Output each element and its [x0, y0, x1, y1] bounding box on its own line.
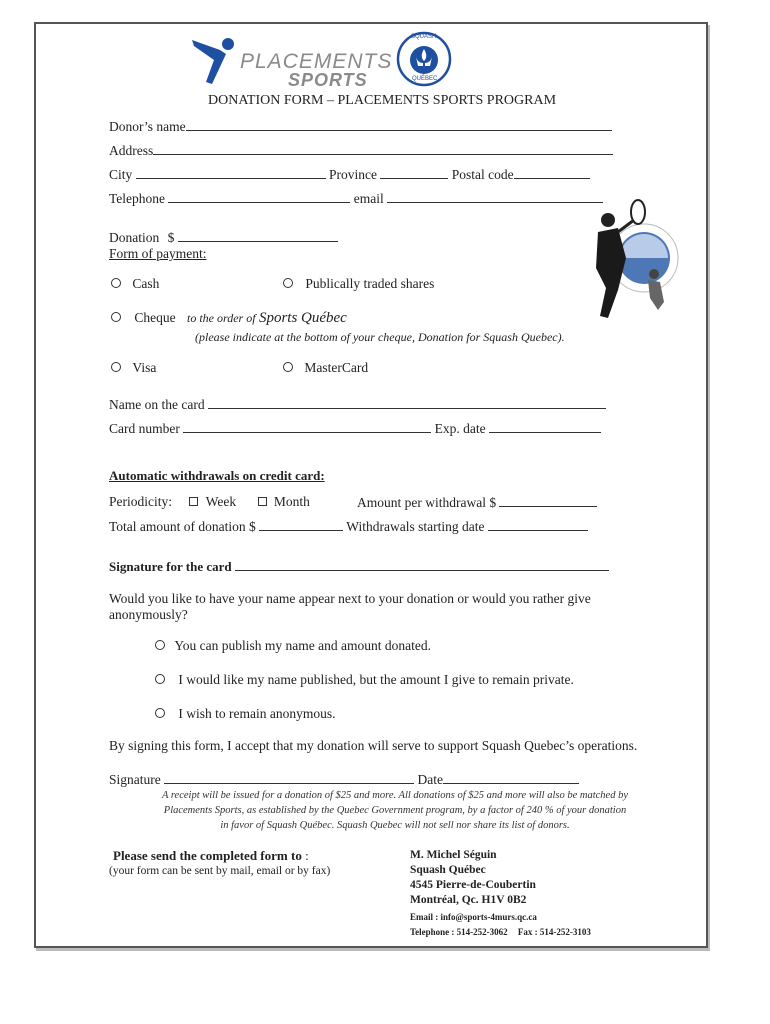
shares-radio[interactable]: [283, 278, 293, 288]
cheque-radio[interactable]: [111, 312, 121, 322]
cheque-option[interactable]: [111, 310, 347, 327]
address-field[interactable]: [153, 142, 613, 155]
week-checkbox[interactable]: [189, 497, 198, 506]
logo-line-1: PLACEMENTS: [240, 50, 393, 73]
city-field[interactable]: [136, 166, 326, 179]
withdrawals-heading: Automatic withdrawals on credit card:: [109, 468, 325, 483]
donor-name-label: Donor’s name: [109, 119, 186, 134]
shares-label: Publically traded shares: [305, 276, 435, 291]
cheque-payee: Sports Québec: [258, 310, 347, 326]
city-row: [109, 166, 590, 183]
publication-question: Would you like to have your name appear next to your donation or would you rather give anonymously?: [109, 591, 591, 622]
donor-name-row: [109, 118, 612, 135]
postal-code-label: Postal code: [451, 167, 514, 182]
telephone-field[interactable]: [168, 190, 350, 203]
receipt-note: [130, 788, 660, 833]
mastercard-radio[interactable]: [283, 362, 293, 372]
runner-logo-icon: [190, 36, 238, 88]
badge-bottom-text: QUÉBEC: [412, 76, 438, 82]
month-checkbox[interactable]: [258, 497, 267, 506]
publish-option-3-label: I wish to remain anonymous.: [178, 706, 336, 721]
donation-label: Donation: [109, 230, 160, 245]
total-amount-field[interactable]: [259, 518, 343, 531]
cash-option[interactable]: [111, 276, 159, 292]
exp-date-field[interactable]: [489, 420, 601, 433]
send-heading: [113, 848, 309, 864]
amount-per-withdrawal-row: [357, 494, 597, 511]
publish-radio-2[interactable]: [155, 674, 165, 684]
amount-per-withdrawal-field[interactable]: [499, 494, 597, 507]
card-number-label: Card number: [109, 421, 180, 436]
telephone-label: Telephone: [109, 191, 166, 206]
address-email[interactable]: Email : info@sports-4murs.qc.ca: [410, 912, 537, 922]
province-field[interactable]: [380, 166, 448, 179]
card-number-field[interactable]: [183, 420, 431, 433]
address-block: [410, 848, 591, 940]
send-heading-text: Please send the completed form to: [113, 848, 302, 863]
starting-date-label: Withdrawals starting date: [346, 519, 485, 534]
amount-per-withdrawal-label: Amount per withdrawal $: [357, 495, 497, 510]
publish-option-2-label: I would like my name published, but the amount I give to remain private.: [178, 672, 574, 687]
card-signature-label: Signature for the card: [109, 559, 232, 574]
mastercard-option[interactable]: [283, 360, 368, 376]
card-number-row: [109, 420, 601, 437]
name-on-card-field[interactable]: [208, 396, 606, 409]
name-on-card-label: Name on the card: [109, 397, 205, 412]
name-on-card-row: [109, 396, 606, 413]
form-title: DONATION FORM – PLACEMENTS SPORTS PROGRAM: [208, 93, 557, 108]
cheque-to-order: to the order of: [187, 311, 256, 325]
cash-radio[interactable]: [111, 278, 121, 288]
address-city: Montréal, Qc. H1V 0B2: [410, 894, 527, 906]
province-label: Province: [329, 167, 378, 182]
card-signature-field[interactable]: [235, 558, 609, 571]
send-heading-colon: :: [305, 848, 309, 863]
logo-line-2: SPORTS: [288, 70, 368, 90]
publish-option-3[interactable]: [155, 706, 335, 722]
email-field[interactable]: [387, 190, 603, 203]
address-row: [109, 142, 613, 159]
signature-field[interactable]: [164, 771, 414, 784]
date-label: Date: [417, 772, 443, 787]
publish-radio-1[interactable]: [155, 640, 165, 650]
squash-players-illustration-icon: [578, 198, 680, 328]
donor-name-field[interactable]: [186, 118, 612, 131]
starting-date-field[interactable]: [488, 518, 588, 531]
periodicity-label: Periodicity:: [109, 494, 172, 509]
address-fax: Fax : 514-252-3103: [517, 927, 591, 937]
consent-statement: By signing this form, I accept that my donation will serve to support Squash Quebec’s operations.: [109, 738, 638, 753]
cheque-note: (please indicate at the bottom of your cheque, Donation for Squash Quebec).: [195, 330, 565, 344]
donation-row: [109, 229, 338, 246]
address-phone-fax: [410, 925, 591, 940]
visa-label: Visa: [132, 360, 157, 375]
badge-top-text: SQUASH: [411, 34, 437, 40]
receipt-note-line-1: A receipt will be issued for a donation of $25 and more. All donations of $25 and more will also be matched by: [162, 790, 628, 801]
address-name: M. Michel Séguin: [410, 849, 497, 861]
telephone-row: [109, 190, 603, 207]
signature-row: [109, 771, 579, 788]
publish-option-1-label: You can publish my name and amount donated.: [174, 638, 431, 653]
address-org: Squash Québec: [410, 864, 486, 876]
donation-currency: $: [167, 230, 175, 245]
exp-date-label: Exp. date: [434, 421, 486, 436]
month-label: Month: [273, 494, 310, 509]
email-label: email: [353, 191, 384, 206]
payment-heading: Form of payment:: [109, 246, 207, 261]
publish-option-2[interactable]: [155, 672, 574, 688]
total-amount-label: Total amount of donation $: [109, 519, 256, 534]
receipt-note-line-2: Placements Sports, as established by the Quebec Government program, by a factor of 240 % of your donation: [163, 805, 627, 816]
visa-radio[interactable]: [111, 362, 121, 372]
postal-code-field[interactable]: [514, 166, 590, 179]
signature-label: Signature: [109, 772, 161, 787]
address-phone: Telephone : 514-252-3062: [410, 927, 508, 937]
receipt-note-line-3: in favor of Squash Québec. Squash Quebec will not sell nor share its list of donors.: [220, 820, 570, 831]
publish-option-1[interactable]: [155, 638, 431, 654]
send-note: (your form can be sent by mail, email or by fax): [109, 865, 331, 877]
cheque-label: Cheque: [134, 310, 176, 325]
total-amount-row: [109, 518, 588, 535]
address-street: 4545 Pierre-de-Coubertin: [410, 879, 536, 891]
week-label: Week: [205, 494, 237, 509]
card-signature-row: [109, 558, 609, 575]
visa-option[interactable]: [111, 360, 156, 376]
mastercard-label: MasterCard: [304, 360, 369, 375]
donation-amount-field[interactable]: [178, 229, 338, 242]
date-field[interactable]: [443, 771, 579, 784]
publish-radio-3[interactable]: [155, 708, 165, 718]
address-label: Address: [109, 143, 154, 158]
shares-option[interactable]: [283, 276, 434, 292]
city-label: City: [109, 167, 133, 182]
periodicity-row: [109, 494, 310, 510]
cash-label: Cash: [132, 276, 160, 291]
